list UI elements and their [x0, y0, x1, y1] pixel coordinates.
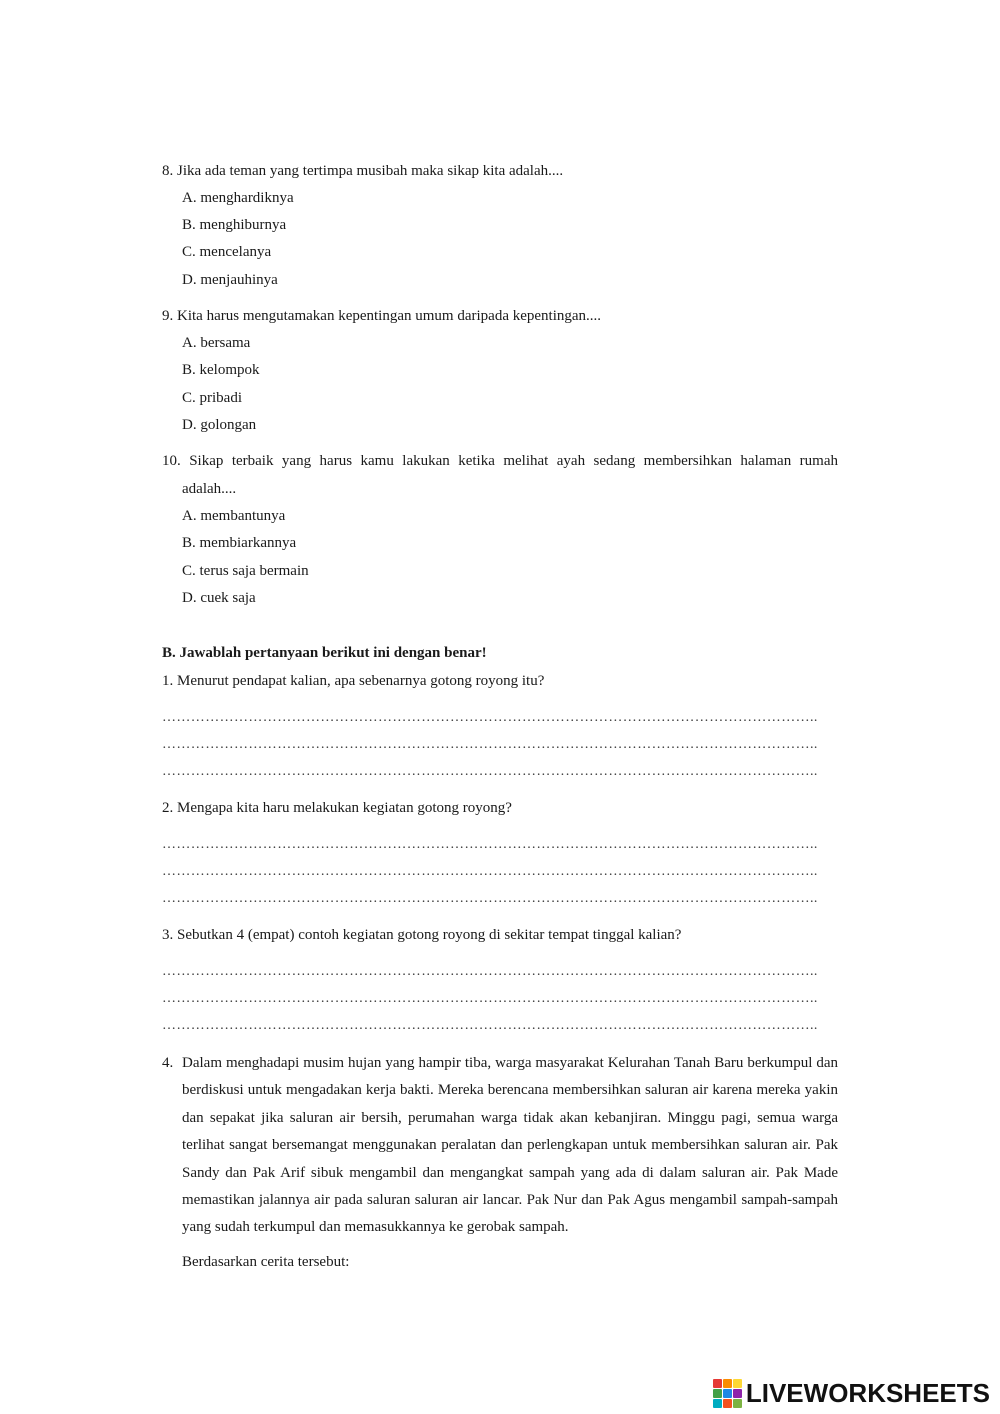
question-9: 9. Kita harus mengutamakan kepentingan umum daripada kepentingan.... [162, 308, 602, 324]
essay-question-4-number: 4. [162, 1055, 174, 1071]
liveworksheets-watermark [713, 1378, 990, 1408]
q10-option-c[interactable]: C. terus saja bermain [182, 563, 309, 579]
essay-question-3: 3. Sebutkan 4 (empat) contoh kegiatan gotong royong di sekitar tempat tinggal kalian? [162, 927, 682, 943]
q8-option-c[interactable]: C. mencelanya [182, 244, 272, 260]
section-b-heading: B. Jawablah pertanyaan berikut ini dengan benar! [162, 645, 487, 661]
q10-option-d[interactable]: D. cuek saja [182, 590, 256, 606]
q10-option-a[interactable]: A. membantunya [182, 508, 286, 524]
q8-option-a[interactable]: A. menghardiknya [182, 190, 294, 206]
question-10: 10. Sikap terbaik yang harus kamu lakukan ketika melihat ayah sedang membersihkan halaman rumah [162, 453, 838, 469]
answer-line-1b[interactable]: ……………………………………………………………………………………………………………………….. [162, 738, 818, 752]
essay-question-4-followup: Berdasarkan cerita tersebut: [182, 1254, 350, 1270]
answer-line-2c[interactable]: ……………………………………………………………………………………………………………………….. [162, 892, 818, 906]
answer-line-1a[interactable]: ……………………………………………………………………………………………………………………….. [162, 711, 818, 725]
answer-line-1c[interactable]: ……………………………………………………………………………………………………………………….. [162, 765, 818, 779]
q9-option-c[interactable]: C. pribadi [182, 390, 242, 406]
answer-line-2a[interactable]: ……………………………………………………………………………………………………………………….. [162, 838, 818, 852]
q9-option-b[interactable]: B. kelompok [182, 362, 260, 378]
answer-line-2b[interactable]: ……………………………………………………………………………………………………………………….. [162, 865, 818, 879]
answer-line-3a[interactable]: ……………………………………………………………………………………………………………………….. [162, 965, 818, 979]
answer-line-3b[interactable]: ……………………………………………………………………………………………………………………….. [162, 992, 818, 1006]
essay-question-4-text: Dalam menghadapi musim hujan yang hampir tiba, warga masyarakat Kelurahan Tanah Baru berkumpul dan berdiskusi untuk mengadakan kerja bakti. Mereka berencana membersihkan saluran air karena mereka yakin dan sepakat jika saluran air bersih, perumahan warga tidak akan kebanjiran. Minggu pagi, semua warga terlihat sangat bersemangat menggunakan peralatan dan perlengkapan untuk membersihkan saluran air. Pak Sandy dan Pak Arif sibuk mengambil dan mengangkat sampah yang ada di dalam saluran air. Pak Made memastikan jalannya air pada saluran saluran air lancar. Pak Nur dan Pak Agus mengambil sampah-sampah yang sudah terkumpul dan memasukkannya ke gerobak sampah. [182, 1055, 838, 1236]
q9-option-d[interactable]: D. golongan [182, 417, 257, 433]
essay-question-2: 2. Mengapa kita haru melakukan kegiatan gotong royong? [162, 800, 512, 816]
q8-option-b[interactable]: B. menghiburnya [182, 217, 287, 233]
essay-question-1: 1. Menurut pendapat kalian, apa sebenarnya gotong royong itu? [162, 673, 545, 689]
q10-option-b[interactable]: B. membiarkannya [182, 535, 297, 551]
question-8: 8. Jika ada teman yang tertimpa musibah maka sikap kita adalah.... [162, 163, 564, 179]
liveworksheets-logo-icon [713, 1379, 742, 1408]
q8-option-d[interactable]: D. menjauhinya [182, 272, 278, 288]
answer-line-3c[interactable]: ……………………………………………………………………………………………………………………….. [162, 1019, 818, 1033]
q9-option-a[interactable]: A. bersama [182, 335, 251, 351]
question-10-cont: adalah.... [182, 481, 237, 497]
watermark-text: LIVEWORKSHEETS [745, 1377, 990, 1408]
